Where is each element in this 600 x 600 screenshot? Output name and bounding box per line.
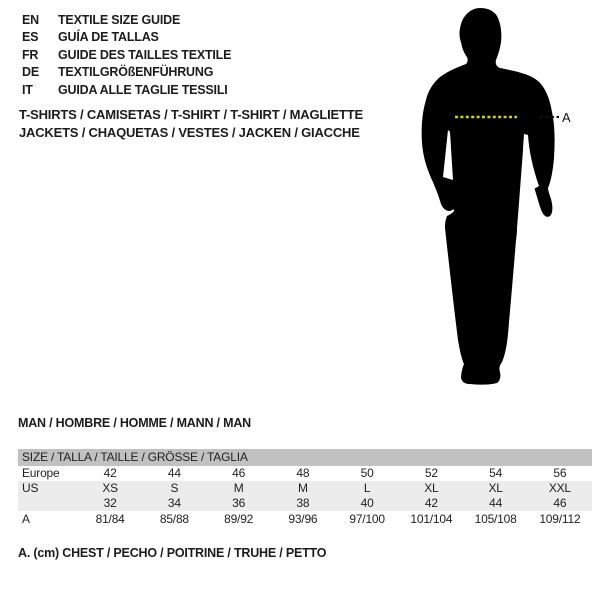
- size-cell: 54: [489, 466, 503, 480]
- size-cell: 34: [167, 496, 181, 510]
- size-cell: L: [363, 481, 371, 495]
- size-cell: 32: [103, 496, 117, 510]
- man-silhouette: [422, 8, 555, 385]
- size-cell: 42: [424, 496, 438, 510]
- language-row-fr: [22, 47, 231, 64]
- size-cell: 50: [360, 466, 374, 480]
- language-code: ES: [22, 30, 39, 45]
- man-figure: [400, 0, 600, 400]
- language-code: DE: [22, 65, 39, 80]
- size-cell: XXL: [548, 481, 571, 495]
- row-label: A: [22, 512, 30, 526]
- measure-label-a: A: [562, 110, 571, 125]
- size-cell: 52: [424, 466, 438, 480]
- language-code: EN: [22, 13, 39, 27]
- size-cell: S: [170, 481, 179, 495]
- size-cell: M: [233, 481, 244, 495]
- size-cell: 101/104: [410, 512, 453, 526]
- size-cell: 44: [167, 466, 181, 480]
- size-cell: 89/92: [224, 512, 254, 526]
- table-row-europe: [18, 466, 592, 481]
- row-label: US: [22, 481, 39, 495]
- size-table-header: SIZE / TALLA / TAILLE / GRÖSSE / TAGLIA: [18, 449, 592, 466]
- size-cell: 105/108: [474, 512, 517, 526]
- size-cell: XS: [102, 481, 118, 495]
- size-cell: 38: [296, 496, 310, 510]
- size-cell: 46: [232, 466, 246, 480]
- language-label: GUÍA DE TALLAS: [58, 30, 159, 45]
- section-title-man: MAN / HOMBRE / HOMME / MANN / MAN: [18, 416, 251, 430]
- size-cell: XL: [424, 481, 439, 495]
- language-row-it: [22, 82, 231, 99]
- table-row-us: [18, 481, 592, 496]
- language-label: TEXTILE SIZE GUIDE: [58, 13, 181, 27]
- size-cell: 46: [553, 496, 567, 510]
- table-row-chest-a: [18, 511, 592, 527]
- row-label: Europe: [22, 466, 60, 480]
- language-label: GUIDE DES TAILLES TEXTILE: [58, 47, 232, 62]
- size-cell: 85/88: [159, 512, 189, 526]
- category-jackets: JACKETS / CHAQUETAS / VESTES / JACKEN / GIACCHE: [19, 125, 360, 140]
- language-code: IT: [22, 82, 33, 97]
- category-tshirts: T-SHIRTS / CAMISETAS / T-SHIRT / T-SHIRT / MAGLIETTE: [19, 107, 363, 122]
- size-table: [18, 449, 592, 527]
- language-label: TEXTILGRÖßENFÜHRUNG: [58, 65, 214, 80]
- row-label: [18, 496, 78, 511]
- size-cell: 44: [489, 496, 503, 510]
- language-code: FR: [22, 47, 39, 62]
- size-cell: 56: [553, 466, 567, 480]
- size-cell: 97/100: [349, 512, 385, 526]
- language-label: GUIDA ALLE TAGLIE TESSILI: [58, 82, 228, 97]
- language-row-es: [22, 29, 231, 46]
- measure-footnote: A. (cm) CHEST / PECHO / POITRINE / TRUHE / PETTO: [18, 546, 327, 560]
- language-row-de: [22, 64, 231, 81]
- size-cell: 93/96: [288, 512, 318, 526]
- language-list: [22, 12, 231, 99]
- size-cell: 48: [296, 466, 310, 480]
- size-cell: XL: [488, 481, 503, 495]
- size-cell: 81/84: [95, 512, 125, 526]
- size-cell: 40: [360, 496, 374, 510]
- garment-categories: [19, 106, 363, 142]
- size-cell: 109/112: [539, 512, 581, 526]
- size-cell: M: [297, 481, 308, 495]
- size-cell: 42: [103, 466, 117, 480]
- table-row-us-numeric: [18, 496, 592, 511]
- size-cell: 36: [232, 496, 246, 510]
- language-row-en: [22, 12, 231, 29]
